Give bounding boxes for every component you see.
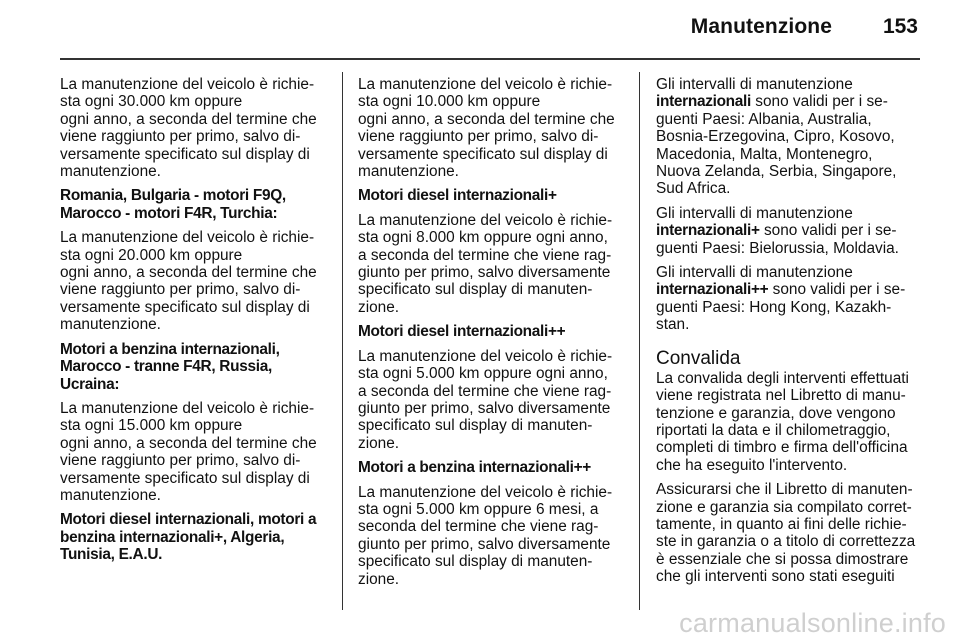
- text-line: viene raggiunto per primo, salvo di-: [60, 128, 301, 146]
- text-line: versamente specificato sul display di: [60, 145, 310, 163]
- text-line: a seconda del termine che viene rag-: [358, 246, 612, 264]
- paragraph-5000km-anno: [358, 348, 626, 452]
- text-line: tamente, in quanto ai fini delle richie-: [656, 515, 907, 533]
- heading-benzina-internazionali: [60, 341, 328, 393]
- heading-line: Ucraina:: [60, 375, 120, 393]
- column-2: [358, 76, 626, 595]
- bold-term: internazionali: [656, 93, 751, 111]
- text-line: sta ogni 10.000 km oppure: [358, 93, 541, 111]
- paragraph-libretto: [656, 481, 924, 585]
- paragraph-internazionali-plus-paesi: [656, 205, 924, 257]
- text-line: ogni anno, a seconda del termine che: [358, 110, 615, 128]
- text-line: versamente specificato sul display di: [60, 469, 310, 487]
- paragraph-internazionali-plusplus-paesi: [656, 264, 924, 334]
- paragraph-10000km: [358, 76, 626, 180]
- text-line: sta ogni 5.000 km oppure 6 mesi, a: [358, 500, 599, 518]
- text-line: sta ogni 30.000 km oppure: [60, 93, 243, 111]
- text-line: versamente specificato sul display di: [358, 145, 608, 163]
- text-line: [656, 281, 924, 298]
- paragraph-8000km: [358, 212, 626, 316]
- text-line: La convalida degli interventi effettuati: [656, 369, 909, 387]
- heading-line: Motori a benzina internazionali,: [60, 340, 280, 358]
- text-run: sono validi per i se-: [751, 93, 888, 111]
- text-line: zione.: [358, 570, 400, 588]
- text-run: sono validi per i se-: [768, 281, 906, 299]
- text-line: tenzione e garanzia, dove vengono: [656, 404, 896, 422]
- text-line: guenti Paesi: Albania, Australia,: [656, 110, 872, 128]
- text-line: manutenzione.: [60, 486, 161, 504]
- text-line: Gli intervalli di manutenzione: [656, 264, 853, 282]
- text-line: che ha eseguito l'intervento.: [656, 456, 848, 474]
- column-3: [656, 76, 924, 593]
- page-number: 153: [882, 15, 918, 38]
- column-1: [60, 76, 328, 571]
- heading-romania-bulgaria: [60, 187, 328, 222]
- text-line: completi di timbro e firma dell'officina: [656, 439, 908, 457]
- heading-diesel-internazionali: [60, 511, 328, 563]
- text-line: specificato sul display di manuten-: [358, 553, 593, 571]
- text-line: versamente specificato sul display di: [60, 298, 310, 316]
- text-line: sta ogni 20.000 km oppure: [60, 246, 243, 264]
- paragraph-20000km: [60, 229, 328, 333]
- heading-line: Motori diesel internazionali++: [358, 323, 566, 341]
- text-line: La manutenzione del veicolo è richie-: [60, 229, 315, 247]
- column-divider-2: [639, 72, 640, 610]
- text-line: [656, 93, 924, 110]
- text-line: specificato sul display di manuten-: [358, 281, 593, 299]
- text-line: Gli intervalli di manutenzione: [656, 204, 853, 222]
- text-line: La manutenzione del veicolo è richie-: [358, 347, 613, 365]
- text-line: ste in garanzia o a titolo di correttezza: [656, 533, 916, 551]
- heading-line: Motori a benzina internazionali++: [358, 459, 591, 477]
- text-line: sta ogni 8.000 km oppure ogni anno,: [358, 229, 608, 247]
- text-line: viene registrata nel Libretto di manu-: [656, 387, 906, 405]
- column-divider-1: [342, 72, 343, 610]
- text-line: a seconda del termine che viene rag-: [358, 382, 612, 400]
- paragraph-15000km: [60, 400, 328, 504]
- text-line: Assicurarsi che il Libretto di manuten-: [656, 481, 913, 499]
- text-line: ogni anno, a seconda del termine che: [60, 264, 317, 282]
- text-line: giunto per primo, salvo diversamente: [358, 399, 611, 417]
- paragraph-30000km: [60, 76, 328, 180]
- text-line: sta ogni 5.000 km oppure ogni anno,: [358, 365, 608, 383]
- heading-line: Marocco - tranne F4R, Russia,: [60, 358, 272, 376]
- heading-line: Tunisia, E.A.U.: [60, 546, 163, 564]
- text-line: Bosnia-Erzegovina, Cipro, Kosovo,: [656, 128, 895, 146]
- text-line: La manutenzione del veicolo è richie-: [358, 483, 613, 501]
- text-line: ogni anno, a seconda del termine che: [60, 434, 317, 452]
- text-line: è essenziale che si possa dimostrare: [656, 550, 909, 568]
- watermark: carmanualsonline.info: [679, 608, 946, 638]
- text-line: sta ogni 15.000 km oppure: [60, 417, 243, 435]
- text-line: Sud Africa.: [656, 180, 731, 198]
- text-line: [656, 222, 924, 239]
- text-line: riportati la data e il chilometraggio,: [656, 421, 891, 439]
- heading-line: Romania, Bulgaria - motori F9Q,: [60, 187, 286, 205]
- text-line: zione e garanzia sia compilato corret-: [656, 498, 912, 516]
- text-line: Gli intervalli di manutenzione: [656, 76, 853, 93]
- text-line: Nuova Zelanda, Serbia, Singapore,: [656, 163, 897, 181]
- heading-line: Motori diesel internazionali, motori a: [60, 511, 317, 529]
- text-line: ogni anno, a seconda del termine che: [60, 110, 317, 128]
- text-line: zione.: [358, 298, 400, 316]
- page-header: [60, 0, 920, 60]
- text-line: zione.: [358, 434, 400, 452]
- text-line: giunto per primo, salvo diversamente: [358, 535, 611, 553]
- section-title-convalida: Convalida: [656, 347, 741, 369]
- text-line: manutenzione.: [60, 316, 161, 334]
- text-line: stan.: [656, 316, 690, 334]
- paragraph-convalida: [656, 370, 924, 474]
- text-line: La manutenzione del veicolo è richie-: [358, 211, 613, 229]
- text-line: seconda del termine che viene rag-: [358, 518, 599, 536]
- text-run: sono validi per i se-: [759, 222, 897, 240]
- bold-term: internazionali++: [656, 281, 769, 299]
- heading-line: Marocco - motori F4R, Turchia:: [60, 204, 278, 222]
- text-line: specificato sul display di manuten-: [358, 417, 593, 435]
- text-line: guenti Paesi: Hong Kong, Kazakh-: [656, 298, 892, 316]
- paragraph-5000km-6mesi: [358, 484, 626, 588]
- text-line: La manutenzione del veicolo è richie-: [358, 76, 613, 93]
- text-line: guenti Paesi: Bielorussia, Moldavia.: [656, 239, 899, 257]
- heading-line: benzina internazionali+, Algeria,: [60, 528, 285, 546]
- text-line: La manutenzione del veicolo è richie-: [60, 399, 315, 417]
- heading-benzina-plusplus: [358, 459, 626, 476]
- text-line: che gli interventi sono stati eseguiti: [656, 568, 895, 586]
- text-line: viene raggiunto per primo, salvo di-: [60, 452, 301, 470]
- text-line: Macedonia, Malta, Montenegro,: [656, 145, 873, 163]
- heading-diesel-plusplus: [358, 323, 626, 340]
- text-line: manutenzione.: [60, 163, 161, 181]
- heading-diesel-plus: [358, 187, 626, 204]
- paragraph-internazionali-paesi: [656, 76, 924, 198]
- heading-line: Motori diesel internazionali+: [358, 187, 557, 205]
- text-line: viene raggiunto per primo, salvo di-: [60, 281, 301, 299]
- text-line: viene raggiunto per primo, salvo di-: [358, 128, 599, 146]
- page-title: Manutenzione: [690, 15, 832, 38]
- text-line: manutenzione.: [358, 163, 459, 181]
- text-line: giunto per primo, salvo diversamente: [358, 264, 611, 282]
- text-line: La manutenzione del veicolo è richie-: [60, 76, 315, 93]
- bold-term: internazionali+: [656, 222, 760, 240]
